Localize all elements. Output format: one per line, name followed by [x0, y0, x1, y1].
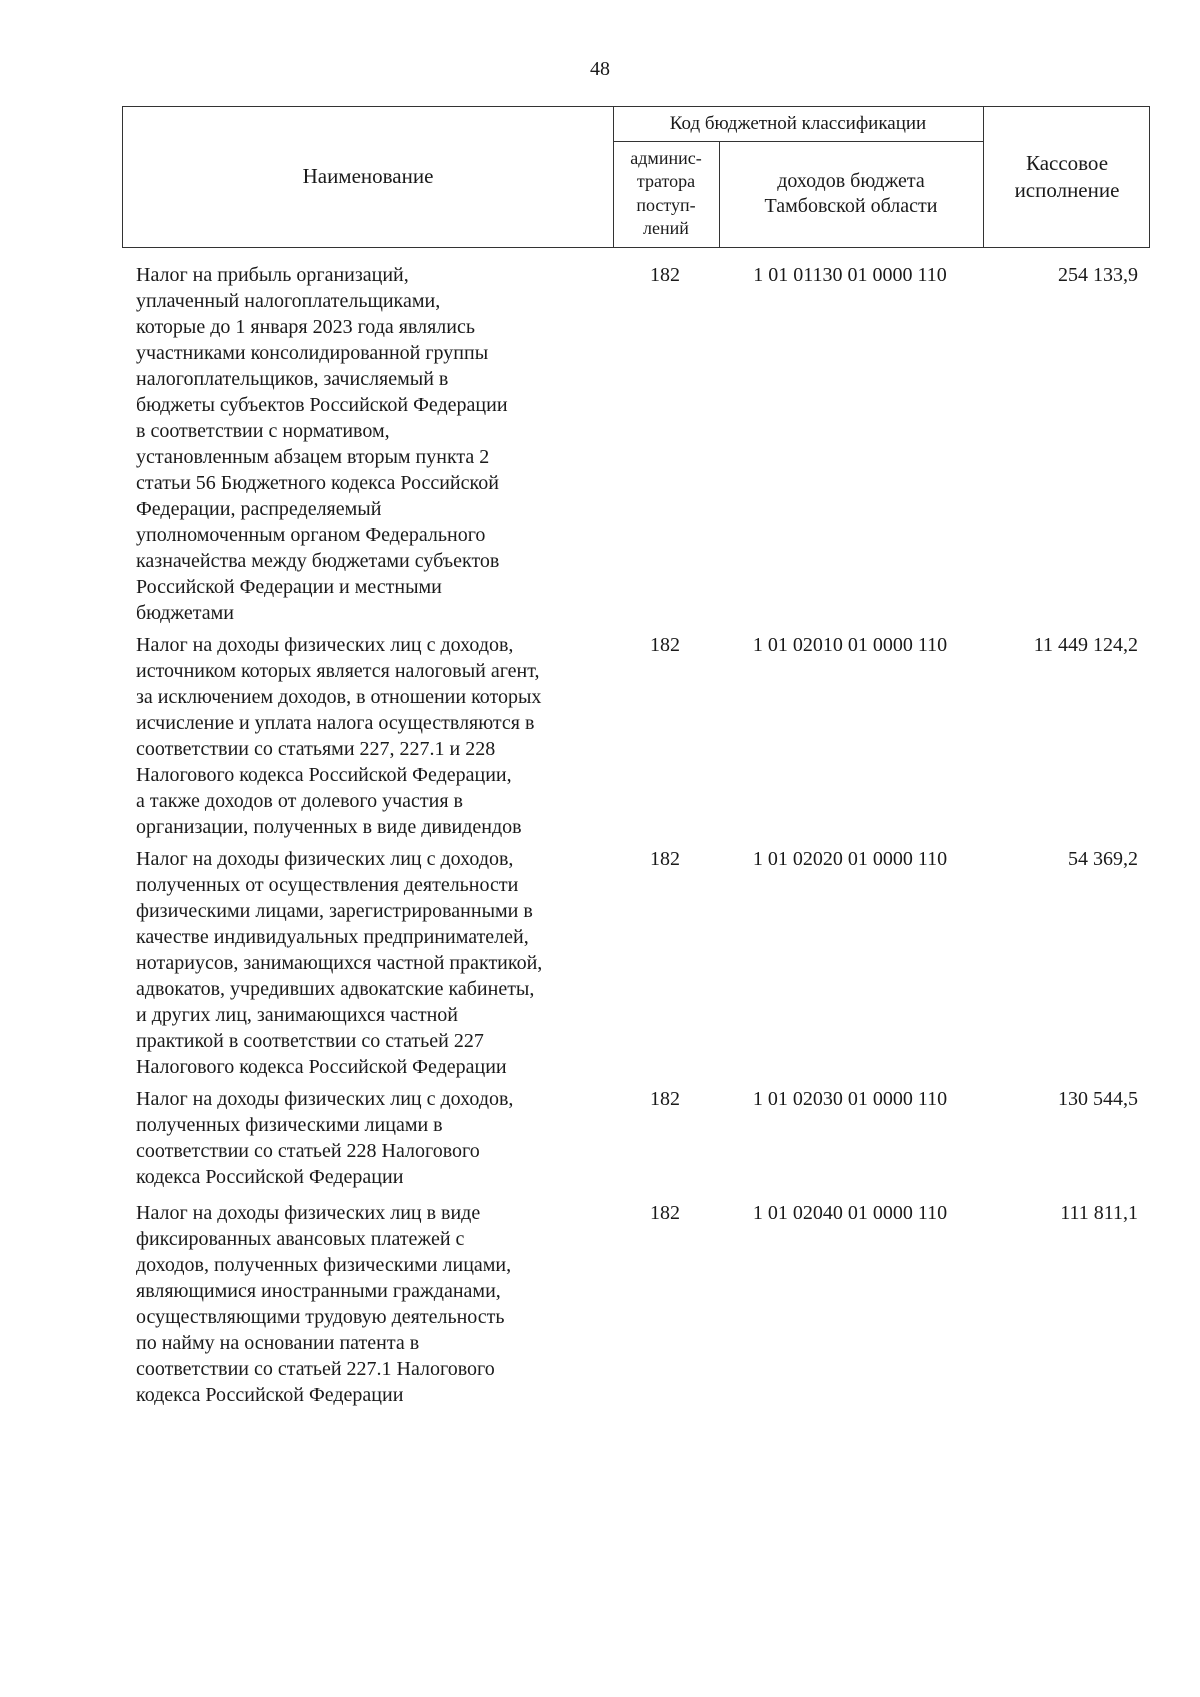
- row-name: Налог на доходы физических лиц с доходов, источником которых является налоговый агент, за исключением доходов, в отношении которых исчисление и уплата налога осуществляются в соответствии со статьями 227, 227.1 и 228 Налогового кодекса Российской Федерации, а также доходов от долевого участия в организации, полученных в виде дивидендов: [136, 634, 542, 838]
- header-name: Наименование: [302, 164, 434, 189]
- row-name: Налог на доходы физических лиц с доходов, полученных физическими лицами в соответствии со статьей 228 Налогового кодекса Российской Федерации: [136, 1088, 514, 1188]
- row-amount: 111 811,1: [1060, 1202, 1138, 1224]
- row-name: Налог на доходы физических лиц с доходов, полученных от осуществления деятельности физическими лицами, зарегистрированными в качестве индивидуальных предпринимателей, нотариусов, занимающихся частной практикой, адвокатов, учредивших адвокатские кабинеты, и других лиц, занимающихся частной практикой в соответствии со статьей 227 Налогового кодекса Российской Федерации: [136, 848, 543, 1078]
- row-amount: 54 369,2: [1068, 848, 1138, 870]
- header-admin: админис- тратора поступ- лений: [630, 147, 702, 238]
- header-code-group: Код бюджетной классификации: [669, 113, 927, 135]
- row-name: Налог на доходы физических лиц в виде фиксированных авансовых платежей с доходов, полученных физическими лицами, являющимися иностранными гражданами, осуществляющими трудовую деятельность по найму на основании патента в соответствии со статьей 227.1 Налогового кодекса Российской Федерации: [136, 1202, 512, 1406]
- row-amount: 130 544,5: [1058, 1088, 1138, 1110]
- row-kbk: 1 01 01130 01 0000 110: [753, 264, 947, 286]
- row-amount: 254 133,9: [1058, 264, 1138, 286]
- header-income-code: доходов бюджета Тамбовской области: [764, 169, 938, 217]
- row-name: Налог на прибыль организаций, уплаченный налогоплательщиками, которые до 1 января 2023 года являлись участниками консолидированной группы налогоплательщиков, зачисляемый в бюджеты субъектов Российской Федерации в соответствии с нормативом, установленным абзацем вторым пункта 2 статьи 56 Бюджетного кодекса Российской Федерации, распределяемый уполномоченным органом Федерального казначейства между бюджетами субъектов Российской Федерации и местными бюджетами: [136, 264, 508, 624]
- row-admin-code: 182: [650, 1088, 680, 1110]
- row-kbk: 1 01 02040 01 0000 110: [752, 1202, 948, 1224]
- header-execution: Кассовое исполнение: [1014, 151, 1120, 202]
- row-kbk: 1 01 02010 01 0000 110: [752, 634, 948, 656]
- row-kbk: 1 01 02030 01 0000 110: [752, 1088, 948, 1110]
- table-header: [122, 106, 1150, 248]
- row-amount: 11 449 124,2: [1033, 634, 1138, 656]
- page-number: 48: [590, 58, 610, 80]
- row-kbk: 1 01 02020 01 0000 110: [752, 848, 948, 870]
- row-admin-code: 182: [650, 634, 680, 656]
- row-admin-code: 182: [650, 264, 680, 286]
- row-admin-code: 182: [650, 848, 680, 870]
- row-admin-code: 182: [650, 1202, 680, 1224]
